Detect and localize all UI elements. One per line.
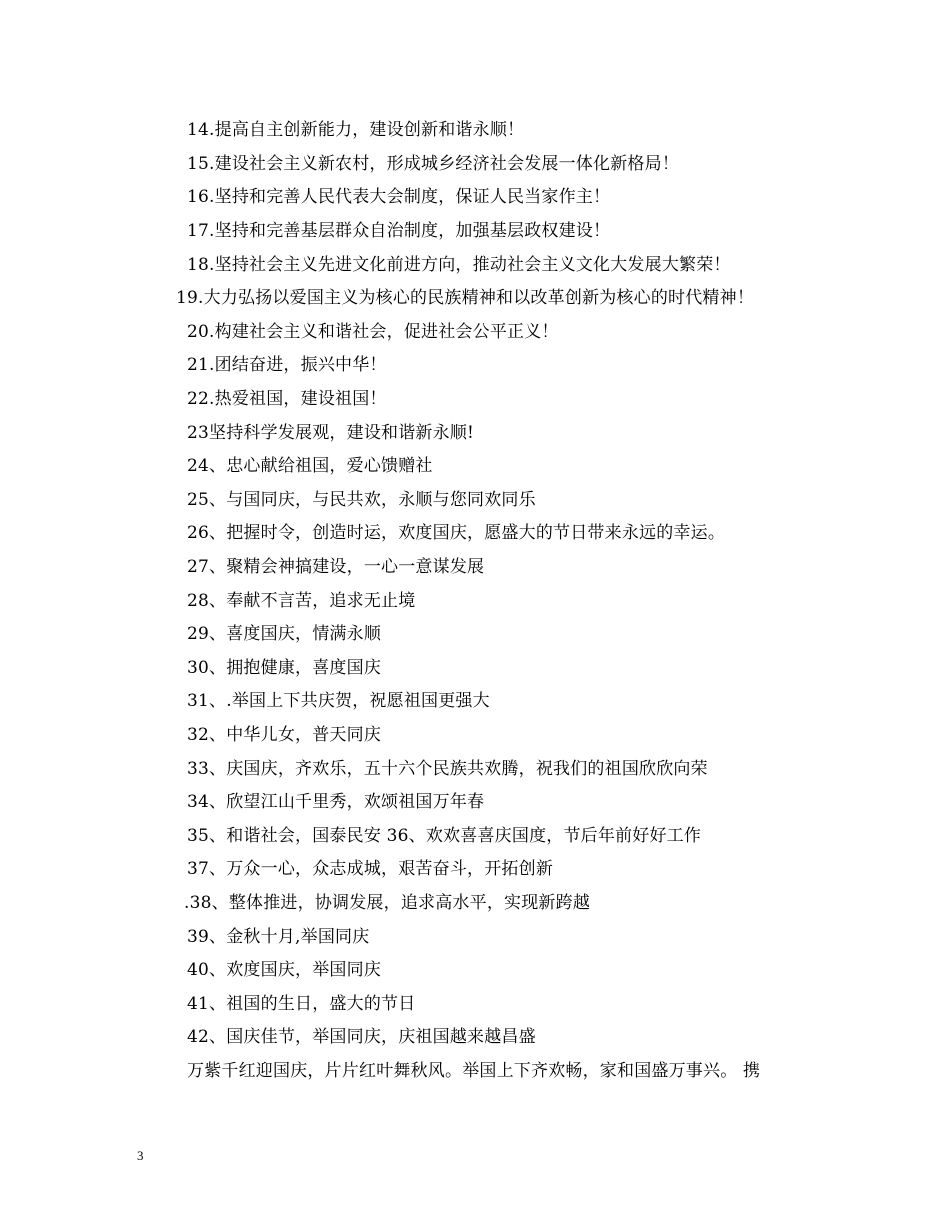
- text-line: 22.热爱祖国，建设祖国！: [187, 389, 387, 409]
- text-line: 41、祖国的生日，盛大的节日: [187, 994, 416, 1014]
- text-line: 34、欣望江山千里秀，欢颂祖国万年春: [187, 792, 485, 812]
- text-line: .38、整体推进，协调发展，追求高水平，实现新跨越: [184, 893, 591, 913]
- text-line: 26、把握时令，创造时运，欢度国庆，愿盛大的节日带来永远的幸运。: [187, 523, 726, 543]
- text-line: 14.提高自主创新能力，建设创新和谐永顺！: [187, 120, 525, 140]
- text-line: 25、与国同庆，与民共欢，永顺与您同欢同乐: [187, 490, 536, 510]
- text-line: 29、喜度国庆，情满永顺: [187, 624, 382, 644]
- text-line: 32、中华儿女，普天同庆: [187, 725, 382, 745]
- text-line: 35、和谐社会，国泰民安 36、欢欢喜喜庆国度，节后年前好好工作: [187, 826, 702, 846]
- text-line: 40、欢度国庆，举国同庆: [187, 960, 382, 980]
- text-line: 21.团结奋进，振兴中华！: [187, 355, 387, 375]
- text-line: 万紫千红迎国庆，片片红叶舞秋风。举国上下齐欢畅，家和国盛万事兴。 携: [187, 1061, 761, 1081]
- text-line: 33、庆国庆，齐欢乐，五十六个民族共欢腾，祝我们的祖国欣欣向荣: [187, 759, 708, 779]
- text-line: 37、万众一心，众志成城，艰苦奋斗，开拓创新: [187, 859, 554, 879]
- text-line: 39、金秋十月,举国同庆: [187, 927, 370, 947]
- text-line: 23坚持科学发展观，建设和谐新永顺!: [187, 423, 475, 443]
- text-line: 31、.举国上下共庆贺，祝愿祖国更强大: [187, 691, 490, 711]
- text-line: 20.构建社会主义和谐社会，促进社会公平正义！: [187, 322, 559, 342]
- text-line: 18.坚持社会主义先进文化前进方向，推动社会主义文化大发展大繁荣！: [187, 255, 731, 275]
- text-line: 42、国庆佳节，举国同庆，庆祖国越来越昌盛: [187, 1027, 536, 1047]
- text-line: 15.建设社会主义新农村，形成城乡经济社会发展一体化新格局！: [187, 154, 680, 174]
- text-line: 16.坚持和完善人民代表大会制度，保证人民当家作主！: [187, 187, 611, 207]
- text-line: 30、拥抱健康，喜度国庆: [187, 658, 382, 678]
- text-line: 17.坚持和完善基层群众自治制度，加强基层政权建设！: [187, 221, 611, 241]
- text-line: 19.大力弘扬以爱国主义为核心的民族精神和以改革创新为核心的时代精神！: [176, 288, 755, 308]
- page-number: 3: [137, 1148, 144, 1163]
- text-line: 28、奉献不言苦，追求无止境: [187, 591, 416, 611]
- text-line: 24、忠心献给祖国，爱心馈赠社: [187, 456, 433, 476]
- text-line: 27、聚精会神搞建设，一心一意谋发展: [187, 557, 485, 577]
